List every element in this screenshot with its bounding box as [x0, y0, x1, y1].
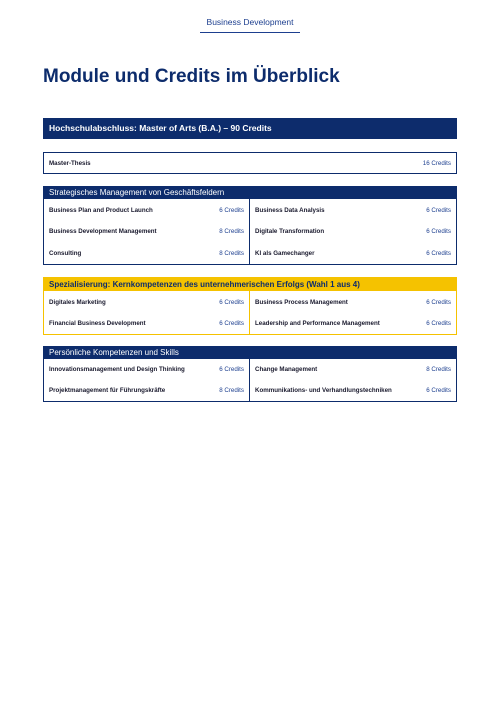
- module-row: [44, 313, 456, 334]
- module-cell: [250, 291, 456, 313]
- module-name: Business Data Analysis: [255, 206, 325, 214]
- module-row: [44, 359, 456, 380]
- module-name: Financial Business Development: [49, 320, 146, 327]
- module-credits: 6 Credits: [426, 206, 451, 214]
- module-name: Innovationsmanagement und Design Thinking: [49, 366, 185, 373]
- module-name: Leadership and Performance Management: [255, 320, 380, 327]
- header-category: Business Development: [206, 17, 294, 27]
- module-credits: 8 Credits: [426, 366, 451, 373]
- page-title: Module und Credits im Überblick: [43, 66, 340, 87]
- module-credits: 6 Credits: [426, 320, 451, 327]
- module-name: Digitale Transformation: [255, 228, 325, 235]
- module-credits: 6 Credits: [219, 206, 244, 214]
- module-credits: 8 Credits: [219, 387, 244, 394]
- module-credits: 6 Credits: [219, 366, 244, 373]
- section-strategic-management: [43, 186, 457, 265]
- module-cell: [250, 221, 456, 242]
- thesis-row: [44, 153, 456, 173]
- module-name: Projektmanagement für Führungskräfte: [49, 387, 166, 394]
- module-cell: [44, 242, 250, 264]
- section-title: Spezialisierung: Kernkompetenzen des unternehmerischen Erfolgs (Wahl 1 aus 4): [44, 278, 456, 291]
- module-cell: [44, 291, 250, 313]
- module-name: KI als Gamechanger: [255, 249, 315, 257]
- module-name: Change Management: [255, 366, 318, 373]
- module-row: [44, 291, 456, 313]
- section-personal-skills: [43, 346, 457, 402]
- module-row: [44, 221, 456, 242]
- module-credits: 6 Credits: [426, 387, 451, 394]
- thesis-box: [43, 152, 457, 174]
- module-row: [44, 380, 456, 401]
- module-cell: [44, 199, 250, 221]
- module-credits: 8 Credits: [219, 228, 244, 235]
- module-cell: [44, 313, 250, 334]
- module-cell: [250, 380, 456, 401]
- thesis-credits: 16 Credits: [422, 159, 451, 167]
- module-name: Kommunikations- und Verhandlungstechniken: [255, 387, 392, 394]
- module-row: [44, 199, 456, 221]
- module-credits: 6 Credits: [426, 228, 451, 235]
- section-specialization: [43, 277, 457, 335]
- module-name: Consulting: [49, 249, 82, 257]
- section-title: Strategisches Management von Geschäftsfeldern: [44, 187, 456, 199]
- module-cell: [250, 359, 456, 380]
- module-credits: 6 Credits: [219, 298, 244, 306]
- module-name: Digitales Marketing: [49, 298, 106, 306]
- module-name: Business Process Management: [255, 298, 348, 306]
- module-cell: [44, 380, 250, 401]
- module-credits: 6 Credits: [219, 320, 244, 327]
- module-name: Business Development Management: [49, 228, 157, 235]
- thesis-module: Master-Thesis: [49, 159, 91, 167]
- header-underline: [200, 32, 300, 33]
- module-name: Business Plan and Product Launch: [49, 206, 153, 214]
- module-credits: 6 Credits: [426, 298, 451, 306]
- section-title: Persönliche Kompetenzen und Skills: [44, 347, 456, 359]
- module-cell: [250, 242, 456, 264]
- module-credits: 8 Credits: [219, 249, 244, 257]
- degree-bar: Hochschulabschluss: Master of Arts (B.A.) – 90 Credits: [43, 118, 457, 139]
- module-credits: 6 Credits: [426, 249, 451, 257]
- module-cell: [250, 199, 456, 221]
- module-row: [44, 242, 456, 264]
- module-cell: [44, 221, 250, 242]
- module-cell: [44, 359, 250, 380]
- module-cell: [250, 313, 456, 334]
